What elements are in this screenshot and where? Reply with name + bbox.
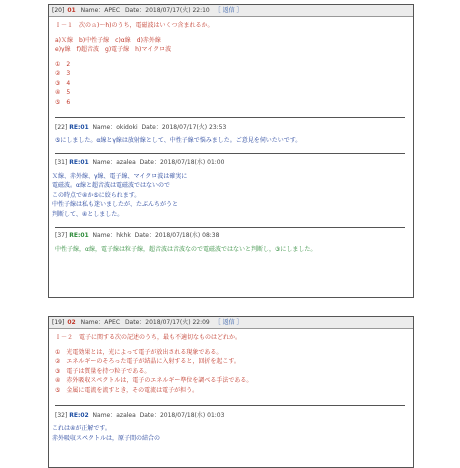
divider bbox=[55, 405, 405, 406]
question-text: Ｉ－１ 次のａ)〜h)のうち，電磁波はいくつ含まれるか。 bbox=[55, 22, 214, 29]
reply-link[interactable]: ［ 返信 ］ bbox=[214, 319, 243, 326]
post-author: Name：APEC bbox=[80, 319, 121, 326]
post-header bbox=[49, 317, 413, 329]
reply-text: 電磁波。α線と超音波は電磁波ではないので bbox=[52, 182, 170, 189]
reply-body bbox=[49, 168, 413, 220]
post-author: Name：APEC bbox=[80, 7, 121, 14]
reply-id: [37] bbox=[55, 232, 68, 239]
reply-body bbox=[49, 241, 413, 255]
post-number[interactable]: 01 bbox=[67, 7, 76, 14]
reply-text: 判断して、④としました。 bbox=[52, 210, 124, 218]
options-line-1: a)Ｘ線 b)中性子線 c)α線 d)赤外線 bbox=[55, 36, 161, 44]
choice-4: ④ 5 bbox=[55, 89, 71, 96]
reply-text: ⑤にしました。α線とγ線は放射線として、中性子線で悩みました。ご意見を伺いたいです。 bbox=[55, 137, 302, 144]
reply-header bbox=[49, 231, 413, 241]
post-body bbox=[49, 329, 413, 395]
reply-date: Date：2018/07/17(火) 23:53 bbox=[141, 124, 227, 131]
reply-date: Date：2018/07/18(水) 01:00 bbox=[139, 158, 225, 166]
choice-2: ② エネルギーのそろった電子が結晶に入射すると，回折を起こす。 bbox=[55, 358, 240, 365]
reply-author: Name：azalea bbox=[92, 158, 136, 166]
reply-text: 赤外吸収スペクトルは，原子間の結合の bbox=[52, 434, 161, 442]
post-id: [20] bbox=[52, 7, 65, 14]
reply-id: [22] bbox=[55, 124, 68, 131]
divider bbox=[55, 117, 405, 118]
reply-header bbox=[49, 158, 413, 168]
reply-body bbox=[49, 421, 413, 443]
divider bbox=[55, 227, 405, 228]
thread-box-02 bbox=[48, 316, 414, 468]
post-id: [19] bbox=[52, 319, 65, 326]
options-line-2: e)γ線 f)超音波 g)電子線 h)マイクロ波 bbox=[55, 46, 172, 53]
reply-date: Date：2018/07/18(水) 01:03 bbox=[139, 412, 225, 419]
reply-author: Name：hkhk bbox=[92, 232, 131, 239]
reply-number[interactable]: RE:02 bbox=[69, 412, 89, 419]
choice-4: ④ 赤外吸収スペクトルは，電子のエネルギー準位を調べる手法である。 bbox=[55, 377, 253, 384]
post-date: Date：2018/07/17(火) 22:10 bbox=[124, 7, 210, 14]
reply-number[interactable]: RE:01 bbox=[69, 232, 89, 239]
reply-author: Name：okidoki bbox=[92, 124, 138, 131]
choice-5: ⑤ 6 bbox=[55, 98, 71, 106]
question-text: Ｉ－２ 電子に関する次の記述のうち，最も不適切なものはどれか。 bbox=[55, 334, 242, 341]
reply-text: これは④が正解です。 bbox=[52, 425, 111, 432]
thread-box-01 bbox=[48, 4, 414, 298]
post-number[interactable]: 02 bbox=[67, 319, 76, 326]
reply-number[interactable]: RE:01 bbox=[69, 124, 89, 131]
reply-header bbox=[49, 411, 413, 421]
reply-body bbox=[49, 133, 413, 146]
reply-link[interactable]: ［ 返信 ］ bbox=[214, 7, 243, 14]
choice-1: ① 光電効果とは，光によって電子が放出される現象である。 bbox=[55, 348, 223, 356]
reply-date: Date：2018/07/18(水) 08:38 bbox=[134, 232, 220, 239]
reply-text: この時点で④か⑤に絞られます。 bbox=[52, 191, 141, 199]
choice-3: ③ 4 bbox=[55, 79, 71, 87]
divider bbox=[55, 153, 405, 154]
reply-number[interactable]: RE:01 bbox=[69, 158, 89, 166]
reply-text: 中性子線，α線，電子線は粒子線，超音波は音波なので電磁波ではないと判断し，③にしました。 bbox=[55, 246, 317, 253]
reply-text: Ｘ線、赤外線、γ線、電子線、マイクロ波は確実に bbox=[52, 172, 188, 180]
reply-id: [31] bbox=[55, 158, 68, 166]
reply-text: 中性子線は私も迷いましたが、たぶんちがうと bbox=[52, 201, 179, 208]
reply-id: [32] bbox=[55, 412, 68, 419]
post-date: Date：2018/07/17(火) 22:09 bbox=[124, 319, 210, 326]
reply-author: Name：azalea bbox=[92, 412, 136, 419]
post-body bbox=[49, 17, 413, 107]
choice-3: ③ 電子は質量を持つ粒子である。 bbox=[55, 367, 151, 375]
choice-2: ② 3 bbox=[55, 70, 71, 77]
choice-5: ⑤ 金属に電流を流すとき，その電流は電子が担う。 bbox=[55, 386, 199, 394]
choice-1: ① 2 bbox=[55, 60, 71, 68]
reply-header bbox=[49, 123, 413, 133]
post-header bbox=[49, 5, 413, 17]
